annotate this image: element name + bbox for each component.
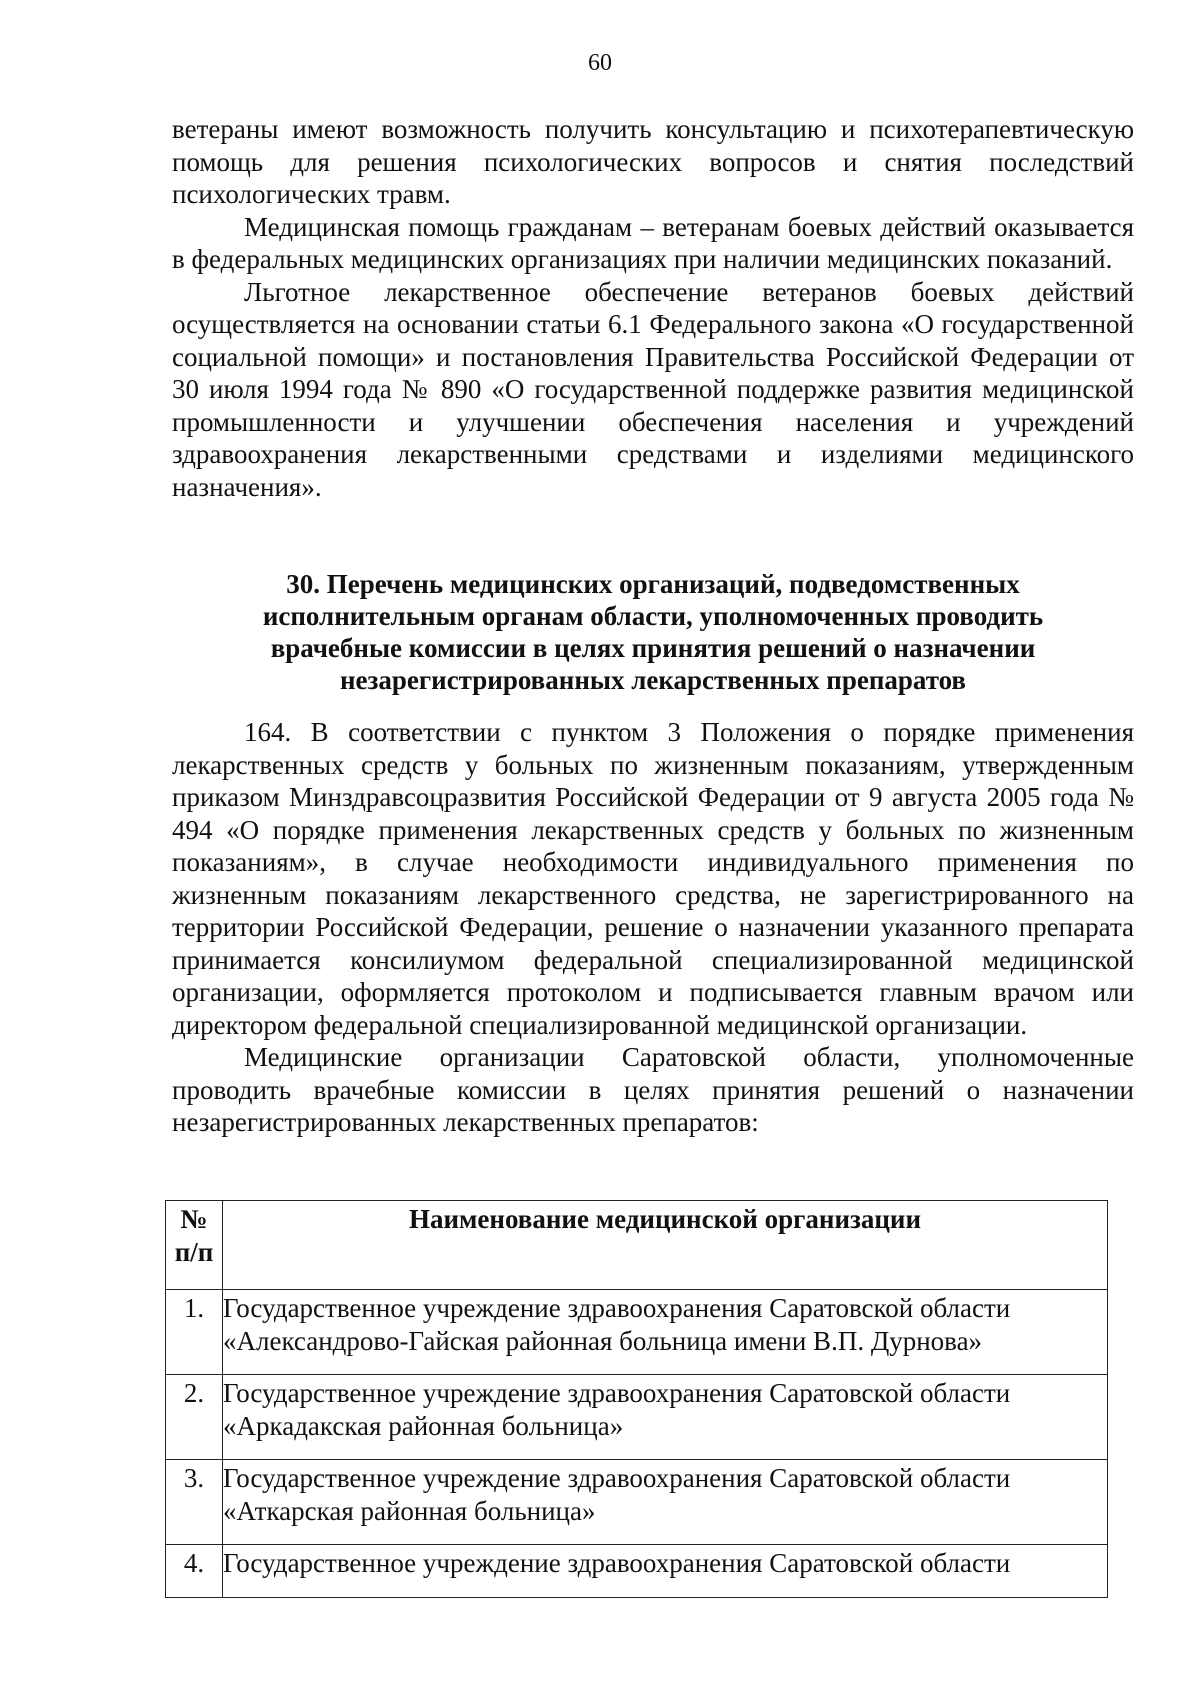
- heading-line: незарегистрированных лекарственных препаратов: [339, 665, 967, 695]
- section-paragraph: Медицинские организации Саратовской области, уполномоченные проводить врачебные комиссии в целях принятия решений о назначении незарегистрированных лекарственных препаратов:: [172, 1042, 1134, 1137]
- intro-paragraph: Льготное лекарственное обеспечение ветеранов боевых действий осуществляется на основании статьи 6.1 Федерального закона «О государственной социальной помощи» и постановления Правительства Российской Федерации от 30 июля 1994 года № 890 «О государственной поддержке развития медицинской промышленности и улучшении обеспечения населения и учреждений здравоохранения лекарственными средствами и изделиями медицинского назначения».: [172, 276, 1134, 502]
- page-number: 60: [588, 50, 612, 76]
- organizations-table: [165, 1200, 1108, 1598]
- table-header-row: [166, 1201, 1108, 1290]
- row-number: 2.: [166, 1375, 223, 1460]
- table-row: [166, 1545, 1108, 1598]
- row-name: [223, 1545, 1108, 1598]
- header-number-cell: [166, 1201, 223, 1290]
- row-name: [223, 1290, 1108, 1375]
- section-heading: [172, 568, 1134, 696]
- header-name-cell: Наименование медицинской организации: [223, 1201, 1108, 1290]
- row-name-line: «Александрово-Гайская районная больница имени В.П. Дурнова»: [223, 1326, 983, 1356]
- row-name-line: Государственное учреждение здравоохранения Саратовской области: [223, 1463, 1011, 1493]
- intro-paragraph: Медицинская помощь гражданам – ветеранам боевых действий оказывается в федеральных медицинских организациях при наличии медицинских показаний.: [172, 211, 1134, 274]
- row-name: [223, 1375, 1108, 1460]
- row-number: 4.: [166, 1545, 223, 1598]
- header-number-label: п/п: [174, 1237, 214, 1267]
- header-number-symbol: №: [180, 1204, 208, 1234]
- intro-paragraph: ветераны имеют возможность получить консультацию и психотерапевтическую помощь для решения психологических вопросов и снятия последствий психологических травм.: [172, 114, 1134, 209]
- row-name-line: «Аркадакская районная больница»: [223, 1411, 624, 1441]
- section-paragraph: 164. В соответствии с пунктом 3 Положения о порядке применения лекарственных средств у больных по жизненным показаниям, утвержденным приказом Минздравсоцразвития Российской Федерации от 9 августа 2005 года № 494 «О порядке применения лекарственных средств у больных по жизненным показаниям», в случае необходимости индивидуального применения по жизненным показаниям лекарственного средства, не зарегистрированного на территории Российской Федерации, решение о назначении указанного препарата принимается консилиумом федеральной специализированной медицинской организации, оформляется протоколом и подписывается главным врачом или директором федеральной специализированной медицинской организации.: [172, 717, 1134, 1040]
- row-name-line: Государственное учреждение здравоохранения Саратовской области: [223, 1378, 1011, 1408]
- row-number: 3.: [166, 1460, 223, 1545]
- table-row: [166, 1290, 1108, 1375]
- heading-line: исполнительным органам области, уполномоченных проводить: [262, 601, 1044, 631]
- table-row: [166, 1375, 1108, 1460]
- row-name-line: Государственное учреждение здравоохранения Саратовской области: [223, 1548, 1011, 1578]
- row-name: [223, 1460, 1108, 1545]
- heading-line: 30. Перечень медицинских организаций, подведомственных: [286, 569, 1020, 599]
- row-name-line: Государственное учреждение здравоохранения Саратовской области: [223, 1293, 1011, 1323]
- table-row: [166, 1460, 1108, 1545]
- heading-line: врачебные комиссии в целях принятия решений о назначении: [270, 633, 1036, 663]
- section-text: [172, 716, 1134, 1139]
- row-number: 1.: [166, 1290, 223, 1375]
- row-name-line: «Аткарская районная больница»: [223, 1496, 596, 1526]
- intro-text: [172, 113, 1134, 503]
